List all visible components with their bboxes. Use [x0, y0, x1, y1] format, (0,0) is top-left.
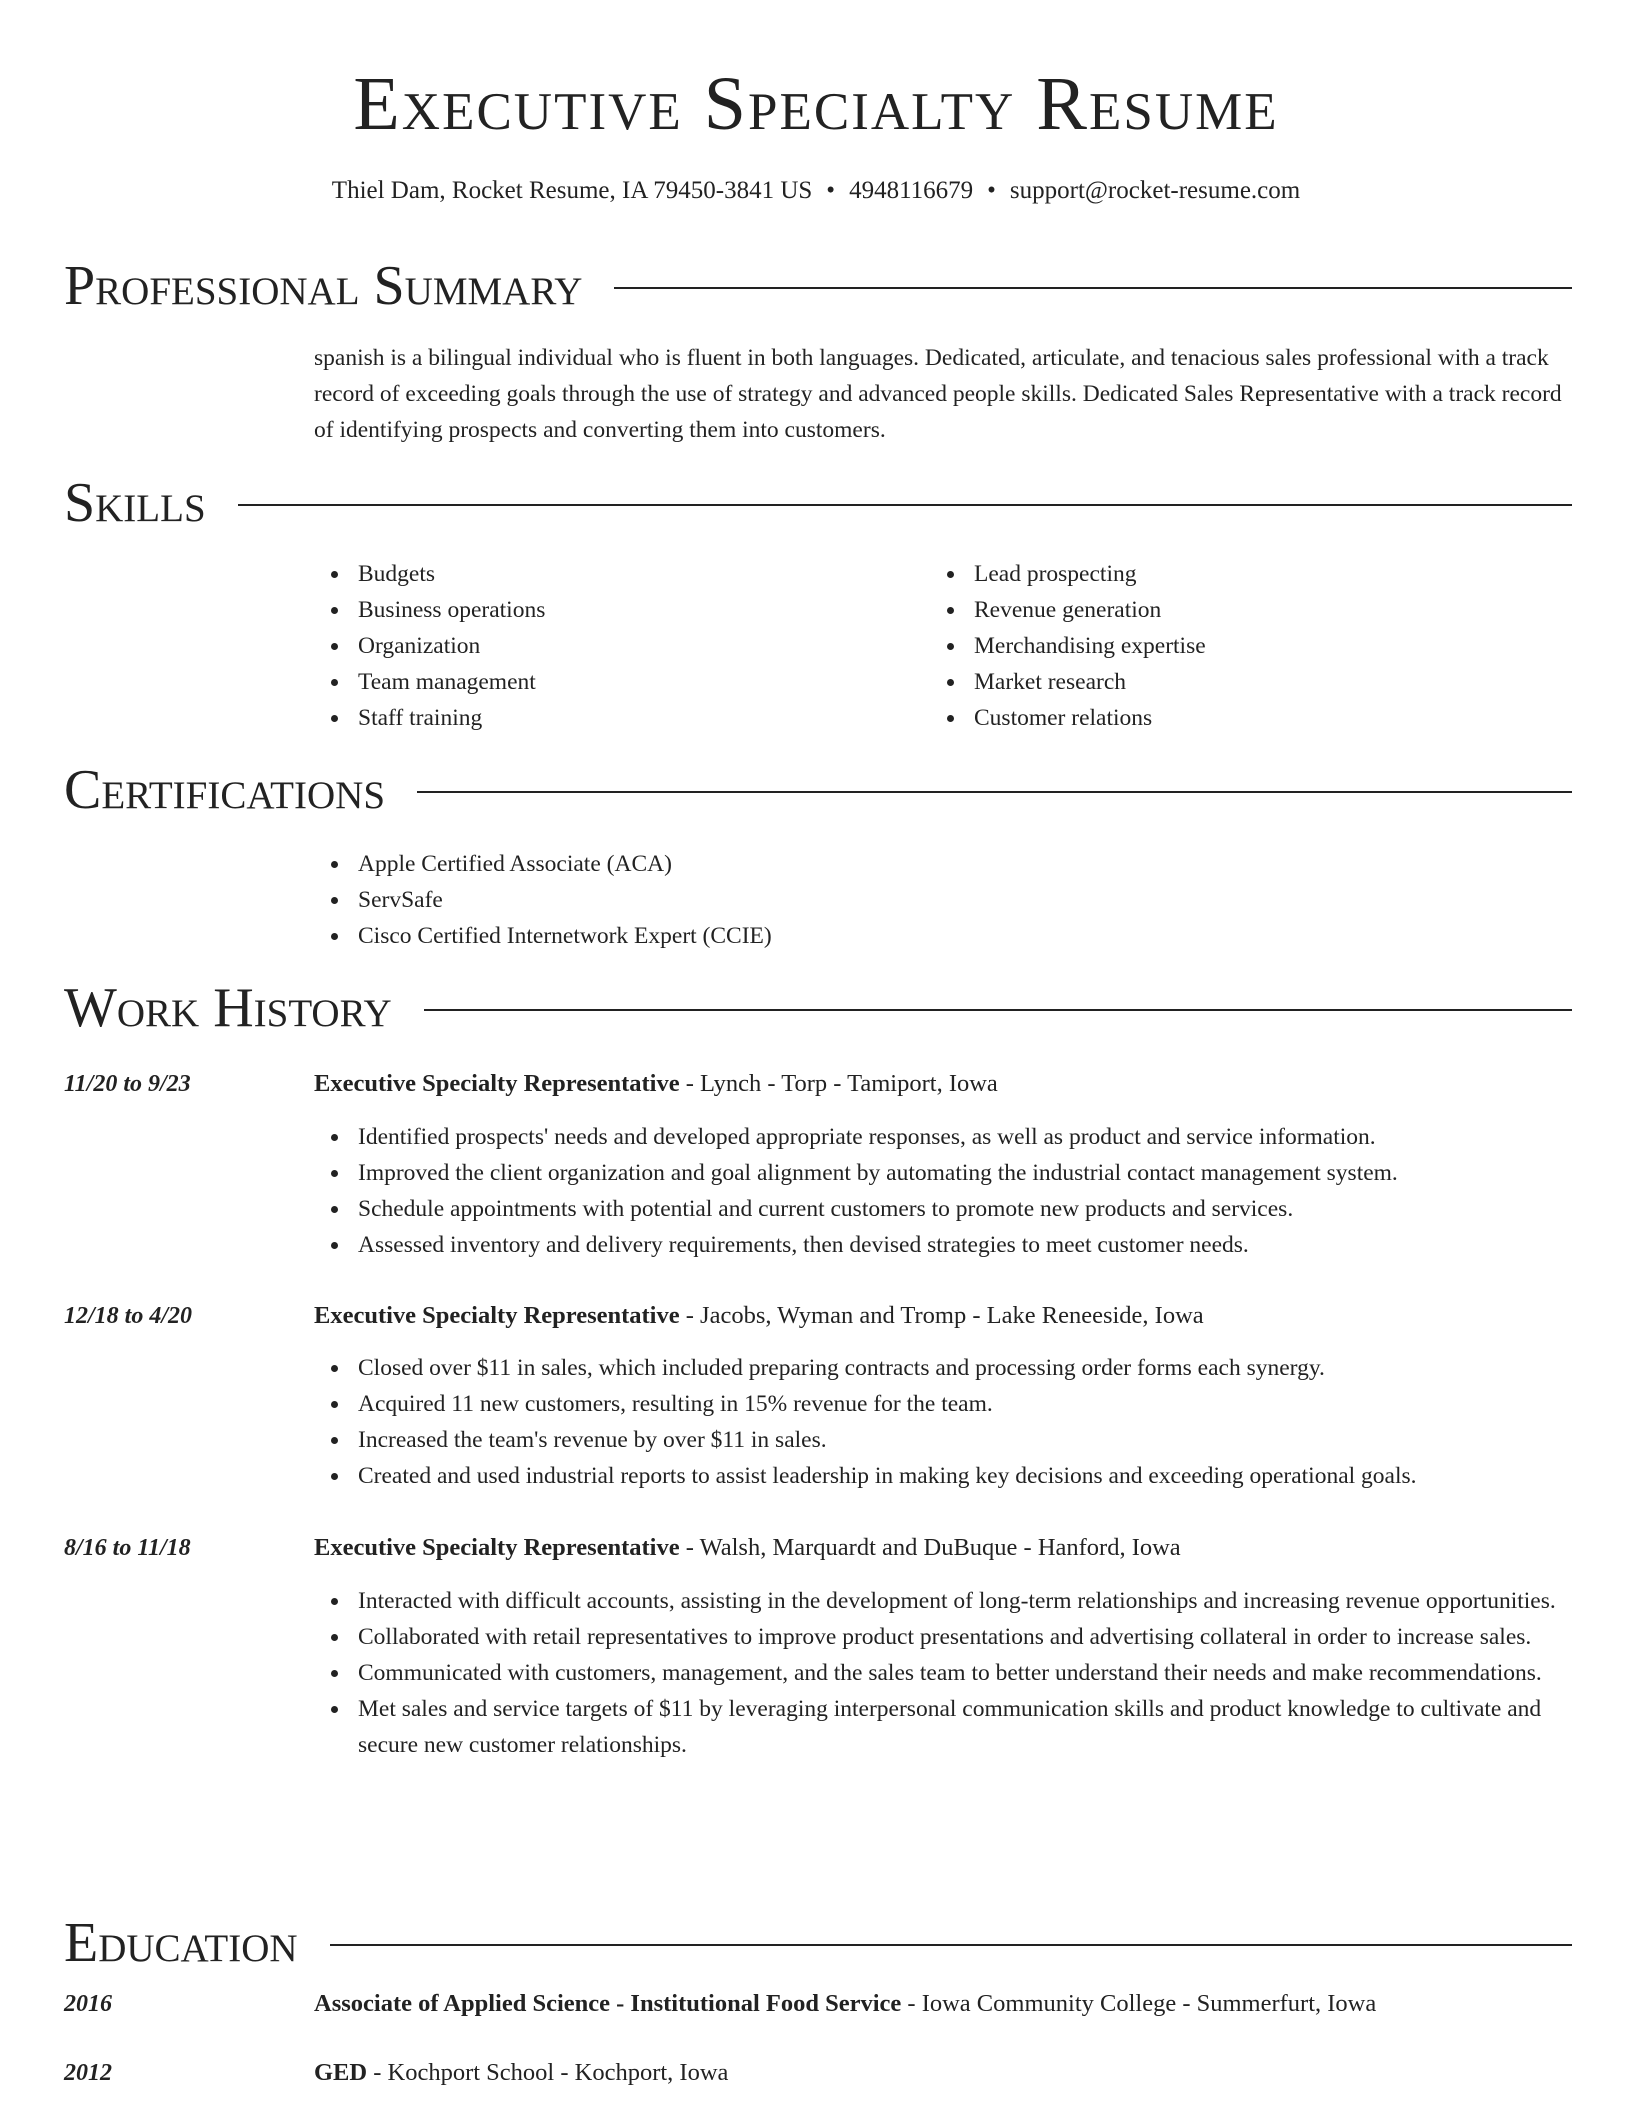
skill-item: Staff training — [314, 700, 914, 736]
skill-item: Market research — [930, 664, 1550, 700]
work-history-section-header — [64, 973, 1572, 1043]
job-bullets — [314, 1350, 1576, 1494]
contact-phone: 4948116679 — [849, 177, 974, 204]
section-divider — [238, 504, 1572, 506]
certifications-section-title: Certifications — [64, 759, 386, 821]
section-divider — [424, 1009, 1572, 1011]
contact-separator: • — [987, 177, 996, 204]
skills-section-title: Skills — [64, 472, 206, 534]
education-year: 2012 — [64, 2060, 112, 2086]
job-dates: 12/18 to 4/20 — [64, 1303, 193, 1329]
certifications-section-header — [64, 755, 1572, 825]
job-title-line — [314, 1298, 1572, 1334]
summary-section-title: Professional Summary — [64, 255, 583, 317]
skill-item: Customer relations — [930, 700, 1550, 736]
skills-list-left — [314, 556, 914, 736]
skill-item: Budgets — [314, 556, 914, 592]
summary-text: spanish is a bilingual individual who is fluent in both languages. Dedicated, articulate, and tenacious sales professional with a track record of exceeding goals through the use of strategy and advanced people skills. Dedicated Sales Representative with a track record of identifying prospects and converting them into customers. — [314, 345, 1562, 443]
work-history-section-title: Work History — [64, 977, 392, 1039]
education-line — [314, 1986, 1572, 2022]
job-bullet: Collaborated with retail representatives to improve product presentations and advertising collateral in order to increase sales. — [314, 1619, 1576, 1655]
skill-item: Merchandising expertise — [930, 628, 1550, 664]
skills-list-right — [930, 556, 1550, 736]
education-school: - Kochport School - Kochport, Iowa — [367, 2059, 729, 2086]
certifications-list — [314, 846, 1564, 954]
job-bullet: Assessed inventory and delivery requirements, then devised strategies to meet customer needs. — [314, 1227, 1576, 1263]
skill-item: Organization — [314, 628, 914, 664]
skill-item: Revenue generation — [930, 592, 1550, 628]
certification-item: ServSafe — [314, 882, 1564, 918]
job-bullet: Met sales and service targets of $11 by leveraging interpersonal communication skills and product knowledge to cultivate and secure new customer relationships. — [314, 1691, 1576, 1763]
job-bullet: Improved the client organization and goal alignment by automating the industrial contact management system. — [314, 1155, 1576, 1191]
education-school: - Iowa Community College - Summerfurt, Iowa — [901, 1990, 1377, 2017]
section-divider — [417, 791, 1572, 793]
job-title-line — [314, 1066, 1572, 1102]
job-bullet: Created and used industrial reports to assist leadership in making key decisions and exceeding operational goals. — [314, 1458, 1576, 1494]
skill-item: Business operations — [314, 592, 914, 628]
job-employer: - Walsh, Marquardt and DuBuque - Hanford, Iowa — [679, 1534, 1181, 1561]
education-line — [314, 2055, 1572, 2091]
section-divider — [330, 1944, 1572, 1946]
job-title: Executive Specialty Representative — [314, 1302, 680, 1329]
job-bullets — [314, 1583, 1576, 1763]
job-bullet: Interacted with difficult accounts, assisting in the development of long-term relationships and increasing revenue opportunities. — [314, 1583, 1576, 1619]
job-title-line — [314, 1530, 1572, 1566]
skills-section-header — [64, 468, 1572, 538]
certification-item: Cisco Certified Internetwork Expert (CCIE) — [314, 918, 1564, 954]
job-bullet: Increased the team's revenue by over $11 in sales. — [314, 1422, 1576, 1458]
education-degree: Associate of Applied Science - Institutional Food Service — [314, 1990, 902, 2017]
section-divider — [614, 287, 1572, 289]
job-bullet: Schedule appointments with potential and current customers to promote new products and services. — [314, 1191, 1576, 1227]
contact-email: support@rocket-resume.com — [1009, 177, 1301, 204]
job-bullet: Identified prospects' needs and developed appropriate responses, as well as product and service information. — [314, 1119, 1576, 1155]
certification-item: Apple Certified Associate (ACA) — [314, 846, 1564, 882]
job-bullet: Communicated with customers, management, and the sales team to better understand their needs and make recommendations. — [314, 1655, 1576, 1691]
education-section-title: Education — [64, 1912, 298, 1974]
job-bullet: Closed over $11 in sales, which included preparing contracts and processing order forms each synergy. — [314, 1350, 1576, 1386]
contact-separator: • — [826, 177, 836, 204]
job-employer: - Lynch - Torp - Tamiport, Iowa — [679, 1070, 998, 1097]
job-title: Executive Specialty Representative — [314, 1070, 680, 1097]
education-year: 2016 — [64, 1991, 112, 2017]
job-employer: - Jacobs, Wyman and Tromp - Lake Reneeside, Iowa — [679, 1302, 1204, 1329]
contact-address: Thiel Dam, Rocket Resume, IA 79450-3841 US — [331, 177, 813, 204]
contact-line — [0, 174, 1632, 208]
education-degree: GED — [314, 2059, 368, 2086]
summary-section-header — [64, 251, 1572, 321]
resume-name: Executive Specialty Resume — [353, 62, 1279, 146]
skill-item: Team management — [314, 664, 914, 700]
job-dates: 11/20 to 9/23 — [64, 1071, 191, 1097]
job-title: Executive Specialty Representative — [314, 1534, 680, 1561]
education-section-header — [64, 1908, 1572, 1978]
job-dates: 8/16 to 11/18 — [64, 1535, 191, 1561]
skill-item: Lead prospecting — [930, 556, 1550, 592]
job-bullets — [314, 1119, 1576, 1263]
job-bullet: Acquired 11 new customers, resulting in 15% revenue for the team. — [314, 1386, 1576, 1422]
